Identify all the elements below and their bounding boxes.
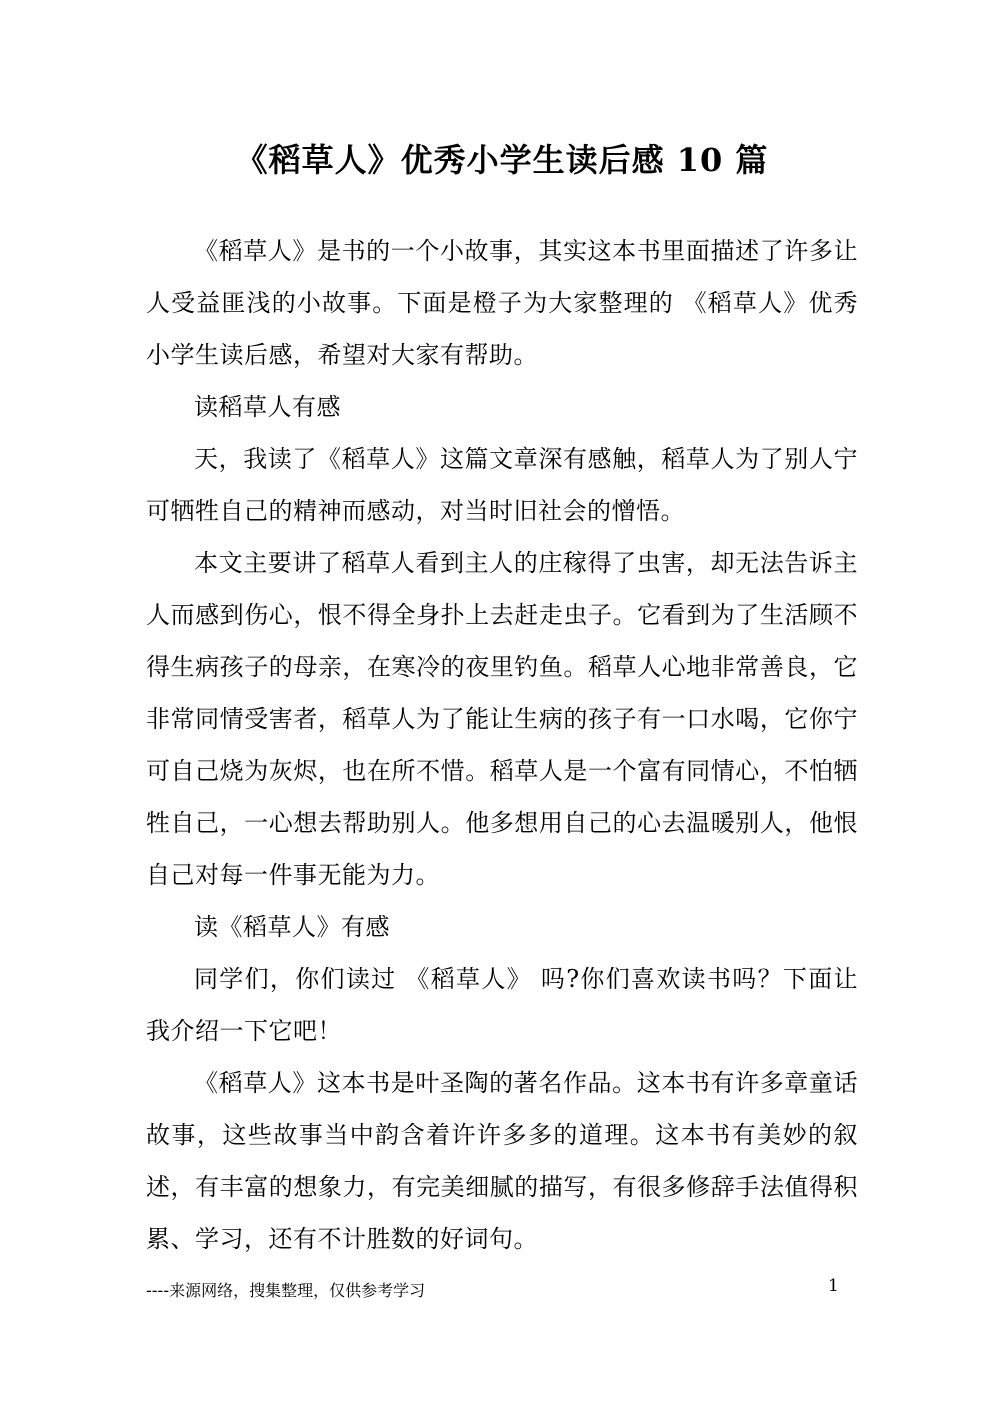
paragraph-essay1-2: 本文主要讲了稻草人看到主人的庄稼得了虫害，却无法告诉主人而感到伤心，恨不得全身扑上去赶走虫子。它看到为了生活顾不得生病孩子的母亲，在寒冷的夜里钓鱼。稻草人心地非常善良，它非常同情受害者，稻草人为了能让生病的孩子有一口水喝，它你宁可自己烧为灰烬，也在所不惜。稻草人是一个富有同情心，不怕牺牲自己，一心想去帮助别人。他多想用自己的心去温暖别人，他恨自己对每一件事无能为力。 (146, 548, 858, 889)
document-body (146, 138, 858, 1265)
paragraph-intro: 《稻草人》是书的一个小故事，其实这本书里面描述了许多让人受益匪浅的小故事。下面是橙子为大家整理的 《稻草人》优秀小学生读后感，希望对大家有帮助。 (146, 236, 858, 369)
paragraph-essay2-1: 同学们，你们读过 《稻草人》 吗?你们喜欢读书吗？下面让我介绍一下它吧！ (146, 964, 858, 1045)
page-number: 1 (828, 1276, 839, 1296)
section-heading-2: 读《稻草人》有感 (194, 912, 390, 941)
paragraph-essay1-1: 天，我读了《稻草人》这篇文章深有感触，稻草人为了别人宁可牺牲自己的精神而感动，对当时旧社会的憎悟。 (146, 444, 858, 525)
paragraph-essay2-2: 《稻草人》这本书是叶圣陶的著名作品。这本书有许多章童话故事，这些故事当中韵含着许许多多的道理。这本书有美妙的叙述，有丰富的想象力，有完美细腻的描写，有很多修辞手法值得积累、学习，还有不计胜数的好词句。 (146, 1068, 858, 1253)
footer-source-note: ----来源网络，搜集整理，仅供参考学习 (146, 1281, 426, 1300)
document-title: 《稻草人》优秀小学生读后感 10 篇 (235, 141, 769, 179)
section-heading-1: 读稻草人有感 (194, 392, 341, 421)
